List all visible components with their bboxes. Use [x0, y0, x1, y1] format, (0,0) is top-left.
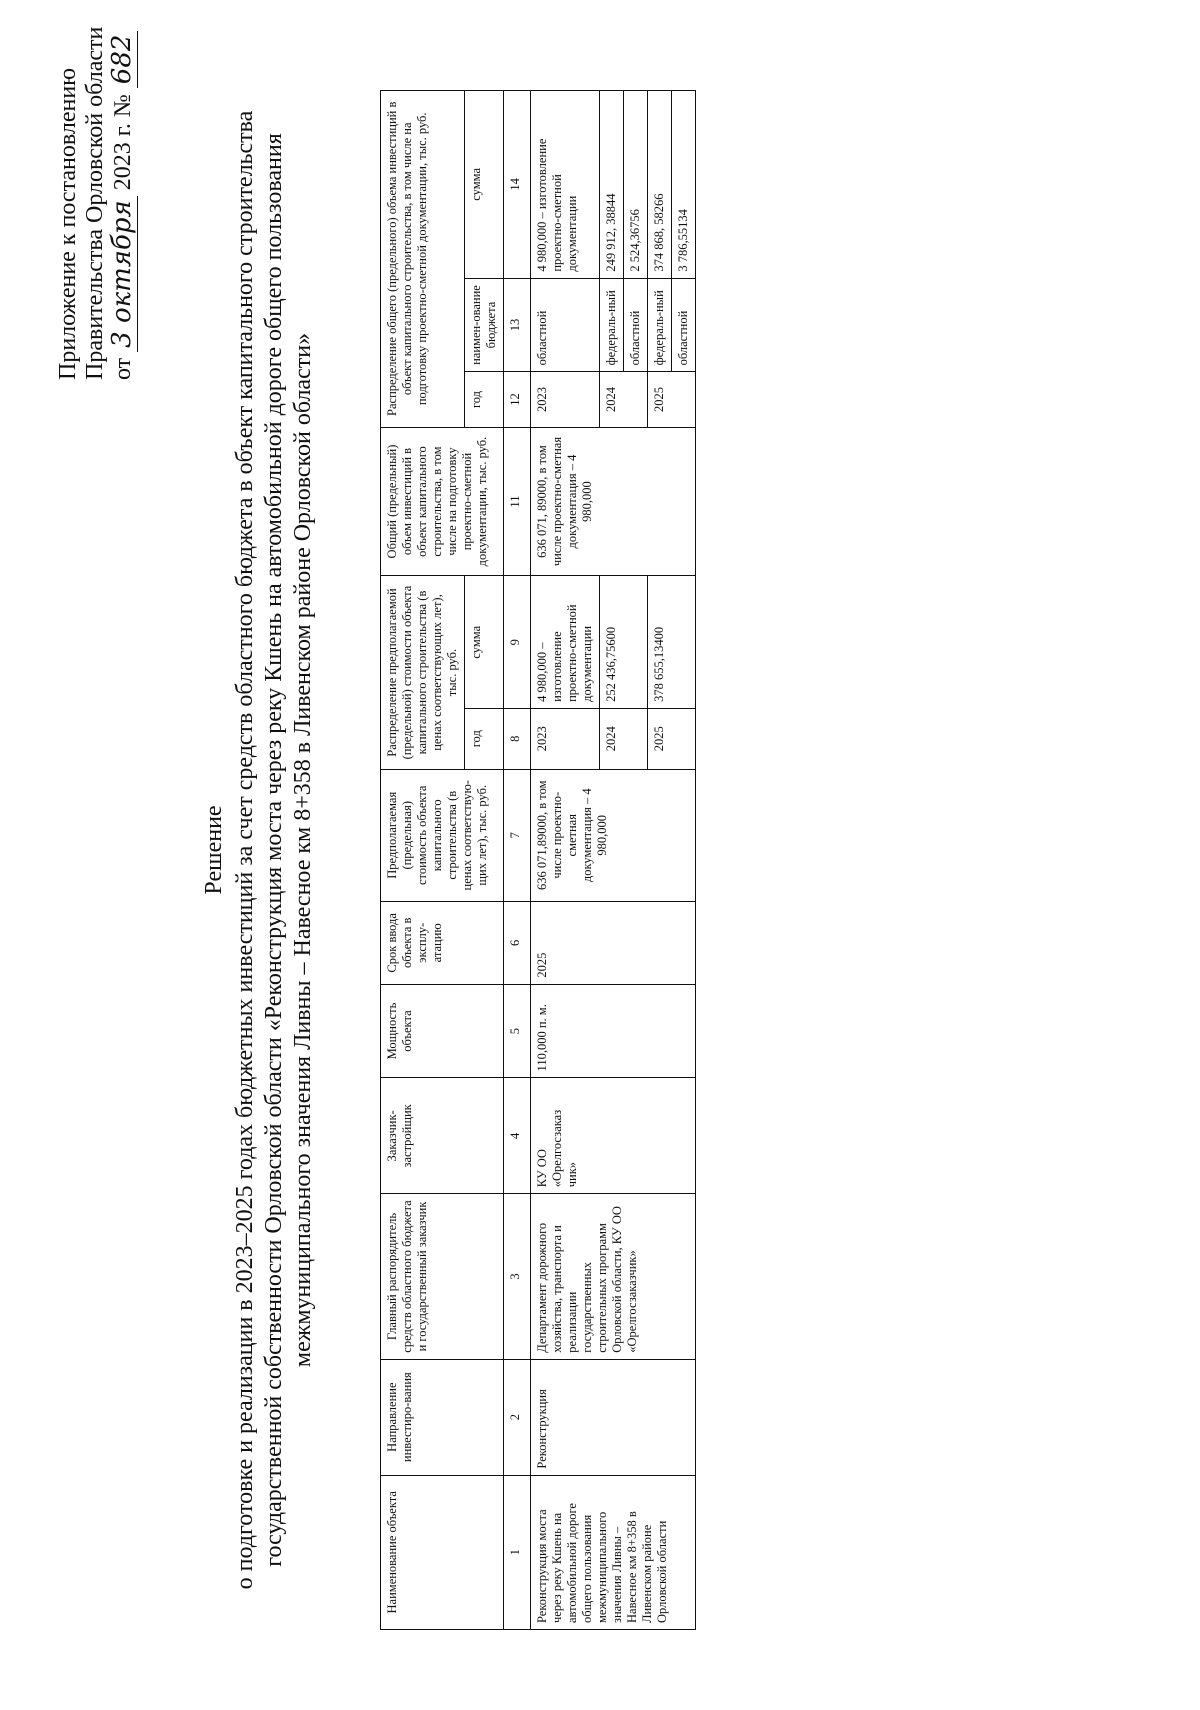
cell-inv-budget-2024-fed: федераль-ный	[600, 278, 624, 372]
header-total-investment: Общий (предельный) объем инвестиций в объект капитального строительства, в том числе на подготовку проектно-сметной документации, тыс. руб.	[381, 427, 504, 576]
header-year-8: год	[465, 708, 504, 769]
colnum: 2	[504, 1359, 531, 1475]
cell-cost-sum-2024: 252 436,75600	[600, 576, 648, 708]
cell-inv-budget-2023: областной	[531, 278, 600, 372]
cell-inv-sum-2024-fed: 249 912, 38844	[600, 91, 624, 279]
header-direction: Направление инвестиро-вания	[381, 1359, 504, 1475]
header-customer: Заказчик-застройщик	[381, 1078, 504, 1194]
header-sum-14: сумма	[465, 91, 504, 279]
header-object-name: Наименование объекта	[381, 1475, 504, 1629]
document-title	[200, 70, 318, 1630]
header-commissioning: Срок ввода объекта в эксплу-атацию	[381, 901, 504, 984]
header-investment-distribution: Распределение общего (предельного) объема инвестиций в объект капитального строительства, в том числе на подготовку проектно-сметной документации, тыс. руб.	[381, 91, 465, 428]
appendix-date-line	[107, 34, 137, 380]
cell-distributor: Департамент дорожного хозяйства, транспорта и реализации государственных строительных программ Орловской области, КУ ОО «Орелгосзаказчик»	[531, 1194, 696, 1359]
cell-inv-sum-2024-reg: 2 524,36756	[624, 91, 648, 279]
colnum: 5	[504, 984, 531, 1078]
colnum: 9	[504, 576, 531, 708]
handwritten-number: 682	[107, 31, 138, 89]
colnum: 14	[504, 91, 531, 279]
handwritten-date: 3 октября	[107, 196, 138, 352]
header-budget-13: наимен-ование бюджета	[465, 278, 504, 372]
colnum: 11	[504, 427, 531, 576]
cell-capacity: 110,000 п. м.	[531, 984, 696, 1078]
title-subject: о подготовке и реализации в 2023–2025 годах бюджетных инвестиций за счет средств областного бюджета в объект капитального строительства государственной собственности Орловской области «Реконструкция моста через реку Кшень на автомобильной дороге общего пользования межмуниципального значения Ливны – Навесное км 8+358 в Ливенском районе Орловской области»	[232, 110, 316, 1590]
cell-commissioning: 2025	[531, 901, 696, 984]
data-row-a	[531, 91, 600, 1630]
cell-cost-sum-2023: 4 980,000 – изготовление проектно-сметной документации	[531, 576, 600, 708]
investment-table	[380, 90, 696, 1630]
cell-inv-budget-2025-fed: федераль-ный	[648, 278, 672, 372]
cell-customer: КУ ОО «Орелгосзаказ чик»	[531, 1078, 696, 1194]
colnum: 3	[504, 1194, 531, 1359]
cell-inv-year-2024: 2024	[600, 372, 648, 427]
cell-cost: 636 071,89000, в том числе проектно-сметная документация – 4 980,000	[531, 769, 696, 901]
header-capacity: Мощность объекта	[381, 984, 504, 1078]
cell-cost-year-2023: 2023	[531, 708, 600, 769]
column-number-row	[504, 91, 531, 1630]
header-year-12: год	[465, 372, 504, 427]
cell-object-name: Реконструкция моста через реку Кшень на автомобильной дороге общего пользования межмуниципального значения Ливны – Навесное км 8+358 в Ливенском районе Орловской области	[531, 1475, 696, 1629]
colnum: 1	[504, 1475, 531, 1629]
cell-inv-sum-2023: 4 980,000 – изготовление проектно-сметной документации	[531, 91, 600, 279]
header-row-1	[381, 91, 465, 1630]
date-year: 2023 г. №	[110, 94, 136, 191]
cell-inv-budget-2024-reg: областной	[624, 278, 648, 372]
cell-total-investment: 636 071, 89000, в том числе проектно-сметная документация – 4 980,000	[531, 427, 696, 576]
cell-inv-budget-2025-reg: областной	[672, 278, 696, 372]
cell-inv-sum-2025-reg: 3 786,55134	[672, 91, 696, 279]
title-heading: Решение	[201, 805, 227, 895]
colnum: 8	[504, 708, 531, 769]
colnum: 4	[504, 1078, 531, 1194]
appendix-block	[55, 26, 137, 380]
cell-inv-year-2025: 2025	[648, 372, 696, 427]
cell-inv-year-2023: 2023	[531, 372, 600, 427]
cell-direction: Реконструкция	[531, 1359, 696, 1475]
cell-cost-year-2024: 2024	[600, 708, 648, 769]
colnum: 6	[504, 901, 531, 984]
cell-cost-sum-2025: 378 655,13400	[648, 576, 696, 708]
appendix-line-1: Приложение к постановлению	[55, 67, 81, 380]
cell-cost-year-2025: 2025	[648, 708, 696, 769]
colnum: 13	[504, 278, 531, 372]
header-distributor: Главный распорядитель средств областного бюджета и государственный заказчик	[381, 1194, 504, 1359]
colnum: 7	[504, 769, 531, 901]
header-cost: Предполагаемая (предельная) стоимость объекта капитального строительства (в ценах соответствую-щих лет), тыс. руб.	[381, 769, 504, 901]
appendix-line-2: Правительства Орловской области	[82, 26, 108, 380]
header-sum-9: сумма	[465, 576, 504, 708]
header-cost-distribution: Распределение предполагаемой (предельной) стоимости объекта капитального строительства (в ценах соответствующих лет), тыс. руб.	[381, 576, 465, 769]
colnum: 12	[504, 372, 531, 427]
date-prefix: от	[110, 357, 136, 380]
cell-inv-sum-2025-fed: 374 868, 58266	[648, 91, 672, 279]
